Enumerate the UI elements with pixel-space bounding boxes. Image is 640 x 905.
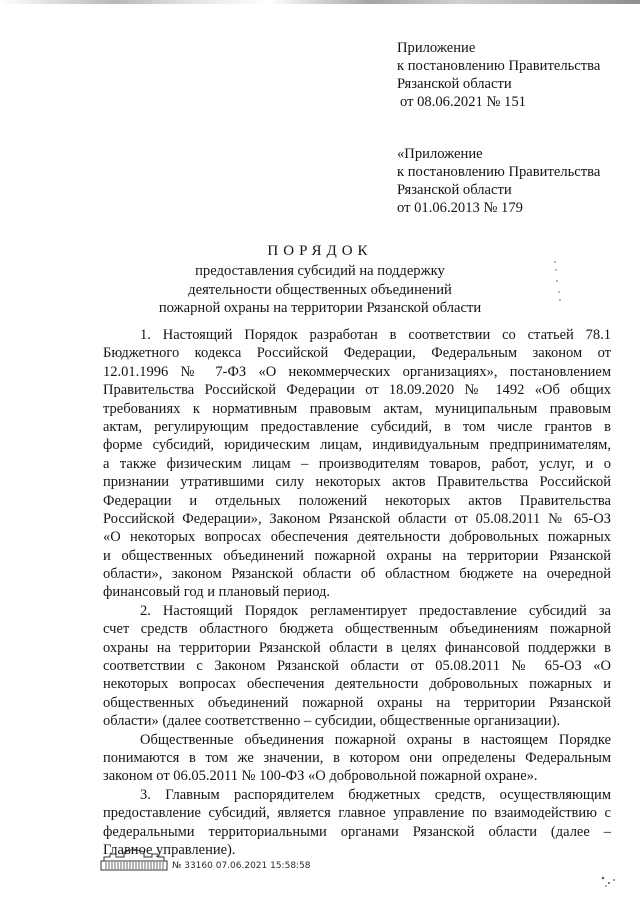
body-line: Общественные объединения пожарной охраны в настоящем Порядке xyxy=(140,731,611,748)
body-line-last: области» (далее соответственно – субсидии, общественные организации). xyxy=(103,713,561,730)
body-line: 12.01.1996 № 7-ФЗ «О некоммерческих организациях», постановлением xyxy=(103,363,611,380)
body-line: форме субсидий, юридическим лицам, индивидуальным предпринимателям, xyxy=(103,437,611,454)
body-line-last: финансовый год и плановый период. xyxy=(103,584,331,601)
body-line: Российской Федерации», Законом Рязанской области от 05.08.2011 № 65-ОЗ xyxy=(103,510,611,527)
body-line: Федерации и отдельных положений некоторых актов Правительства xyxy=(103,492,611,509)
body-line: 2. Настоящий Порядок регламентирует предоставление субсидий за xyxy=(140,602,611,619)
attachment-header-current xyxy=(397,39,600,111)
document-body xyxy=(103,326,611,859)
document-subtitle xyxy=(0,262,640,318)
body-line-last: законом от 06.05.2011 № 100-ФЗ «О добровольной пожарной охране». xyxy=(103,768,538,785)
body-line: признании утратившими силу некоторых актов Правительства Российской xyxy=(103,474,611,491)
body-line: 3. Главным распорядителем бюджетных средств, осуществляющим xyxy=(140,786,611,803)
body-line: области», законом Рязанской области об областном бюджете на очередной xyxy=(103,566,611,583)
subtitle-line: предоставления субсидий на поддержку xyxy=(195,263,445,279)
body-line-last: Главное управление). xyxy=(103,841,236,858)
body-line: и общественных объединений пожарной охраны на территории Рязанской xyxy=(103,547,611,564)
attachment-line: к постановлению Правительства xyxy=(397,164,601,180)
attachment-line: «Приложение xyxy=(397,146,483,162)
attachment-header-previous xyxy=(397,145,600,217)
attachment-date: от 01.06.2013 № 179 xyxy=(397,200,523,216)
body-line: 1. Настоящий Порядок разработан в соответствии со статьей 78.1 xyxy=(140,327,611,343)
registry-stamp-icon xyxy=(100,848,168,872)
body-line: охраны на территории Рязанской области в целях финансовой поддержки в xyxy=(103,639,611,656)
body-line: понимаются в том же значении, в котором они определены Федеральным xyxy=(103,749,611,766)
subtitle-line: деятельности общественных объединений xyxy=(188,281,452,298)
scan-edge-artifact xyxy=(0,0,640,4)
body-line: некоторых вопросах обеспечения деятельности добровольных пожарных и xyxy=(103,676,611,693)
attachment-line: Рязанской области xyxy=(397,182,512,198)
body-line: счет средств областного бюджета общественным объединениям пожарной xyxy=(103,621,611,638)
attachment-date: от 08.06.2021 № 151 xyxy=(400,94,526,110)
body-line: предоставление субсидий, является главное управление по взаимодействию с xyxy=(103,805,611,822)
body-line: актам, регулирующим предоставление субсидий, в том числе грантов в xyxy=(103,418,611,435)
body-line: федеральными территориальными органами Рязанской области (далее – xyxy=(103,823,611,840)
body-line: Правительства Российской Федерации от 18.09.2020 № 1492 «Об общих xyxy=(103,382,611,399)
attachment-line: Приложение xyxy=(397,40,476,56)
attachment-line: Рязанской области xyxy=(397,76,512,92)
subtitle-line: пожарной охраны на территории Рязанской области xyxy=(158,300,482,316)
body-line: «О некоторых вопросах обеспечения деятельности добровольных пожарных xyxy=(103,529,611,546)
body-line: требованиях к нормативным правовым актам, муниципальным правовым xyxy=(103,400,611,417)
document-title: ПОРЯДОК xyxy=(267,243,373,259)
registration-stamp-text: № 33160 07.06.2021 15:58:58 xyxy=(172,861,311,871)
body-line: а также физическим лицам – производителям товаров, работ, услуг, и о xyxy=(103,455,611,472)
body-line: общественных объединений пожарной охраны на территории Рязанской xyxy=(103,694,611,711)
body-line: Бюджетного кодекса Российской Федерации, Федеральным законом от xyxy=(103,345,611,362)
attachment-line: к постановлению Правительства xyxy=(397,58,601,74)
body-line: соответствии с Законом Рязанской области от 05.08.2011 № 65-ОЗ «О xyxy=(103,658,611,675)
